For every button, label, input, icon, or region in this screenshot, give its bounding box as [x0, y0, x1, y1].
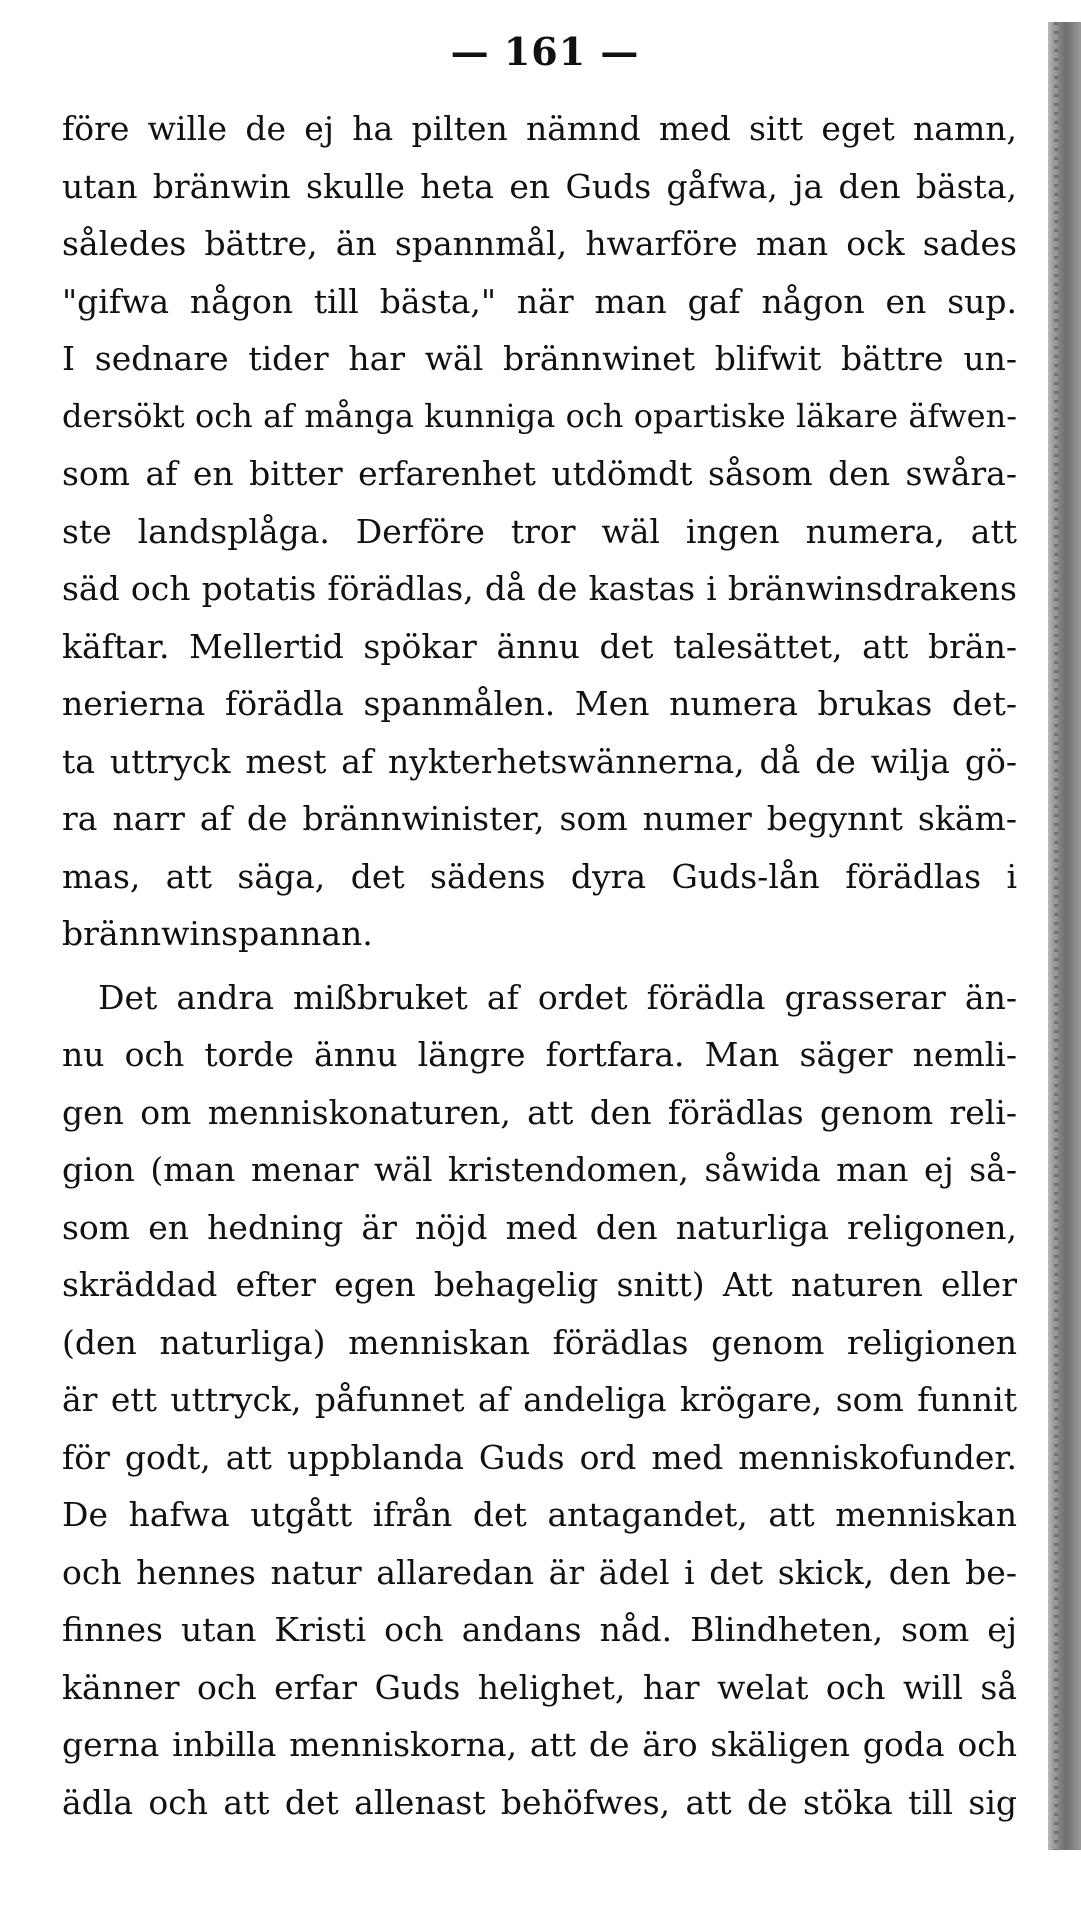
text-line: känner och erfar Guds helighet, har welat och will så	[62, 1667, 1017, 1707]
text-line: skräddad efter egen behagelig snitt) Att naturen eller	[62, 1265, 1017, 1304]
text-line: ste landsplåga. Derföre tror wäl ingen numera, att	[62, 511, 1017, 551]
text-line: De hafwa utgått ifrån det antagandet, att menniskan	[62, 1495, 1017, 1534]
text-line: är ett uttryck, påfunnet af andeliga krögare, som funnit	[62, 1380, 1017, 1419]
text-line: käftar. Mellertid spökar ännu det talesättet, att brän-	[62, 626, 1017, 666]
text-line: nu och torde ännu längre fortfara. Man säger nemli-	[62, 1035, 1017, 1074]
text-line: ra narr af de brännwinister, som numer begynnt skäm-	[62, 799, 1017, 838]
text-line: ta uttryck mest af nykterhetswännerna, då de wilja gö-	[62, 741, 1017, 781]
page-number: — 161 —	[450, 29, 640, 74]
text-line: säd och potatis förädlas, då de kastas i bränwinsdrakens	[62, 569, 1017, 608]
text-line: ädla och att det allenast behöfwes, att de stöka till sig	[62, 1782, 1017, 1822]
text-line: således bättre, än spannmål, hwarföre man ock sades	[62, 224, 1017, 263]
text-line: för godt, att uppblanda Guds ord med menniskofunder.	[62, 1437, 1017, 1477]
text-line: (den naturliga) menniskan förädlas genom religionen	[62, 1322, 1017, 1362]
text-line: gerna inbilla menniskorna, att de äro skäligen goda och	[62, 1725, 1017, 1764]
text-line: som en hedning är nöjd med den naturliga religonen,	[62, 1207, 1017, 1247]
text-line: och hennes natur allaredan är ädel i det skick, den be-	[62, 1552, 1017, 1592]
text-line: gion (man menar wäl kristendomen, såwida man ej så-	[62, 1150, 1017, 1189]
text-line: som af en bitter erfarenhet utdömdt såsom den swåra-	[62, 454, 1017, 493]
text-line: gen om menniskonaturen, att den förädlas genom reli-	[62, 1092, 1017, 1132]
body-text	[62, 100, 1017, 1831]
text-line: nerierna förädla spanmålen. Men numera brukas det-	[62, 684, 1017, 723]
text-line: finnes utan Kristi och andans nåd. Blindheten, som ej	[62, 1610, 1017, 1649]
text-line: mas, att säga, det sädens dyra Guds-lån förädlas i	[62, 856, 1017, 896]
text-line: "gifwa någon till bästa," när man gaf någon en sup.	[62, 281, 1017, 321]
scanned-page-edge	[1048, 22, 1081, 1850]
text-line: utan bränwin skulle heta en Guds gåfwa, ja den bästa,	[62, 166, 1017, 206]
text-line: före wille de ej ha pilten nämnd med sitt eget namn,	[62, 109, 1017, 148]
text-line: brännwinspannan.	[62, 914, 373, 953]
text-line: dersökt och af många kunniga och opartiske läkare äfwen-	[62, 396, 1017, 435]
text-line: I sednare tider har wäl brännwinet blifwit bättre un-	[62, 339, 1017, 378]
text-line: Det andra mißbruket af ordet förädla grasserar än-	[98, 977, 1017, 1017]
